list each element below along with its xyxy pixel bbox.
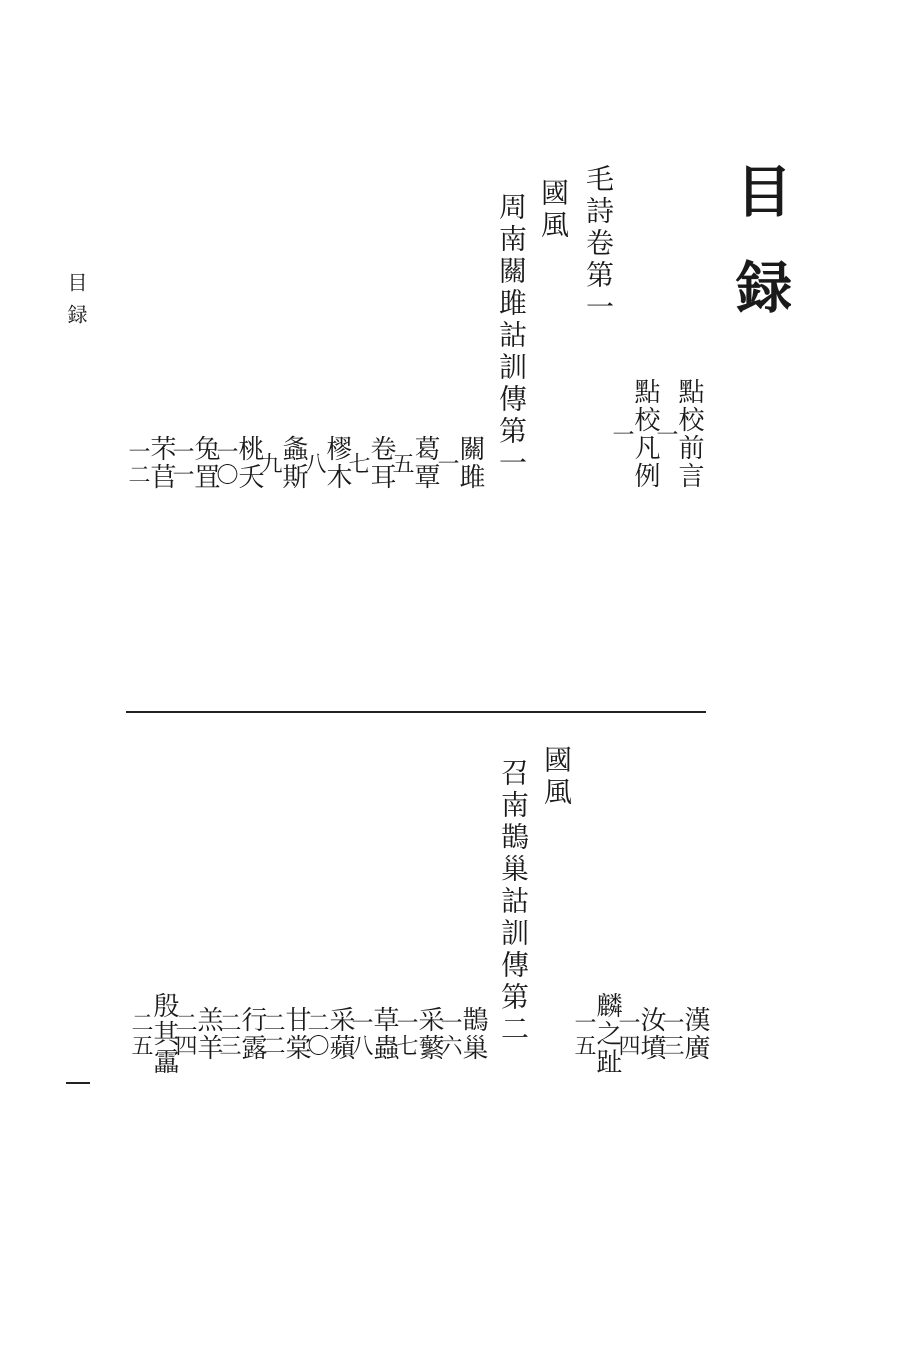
entry-title: 關雎 bbox=[455, 435, 485, 491]
entry-title: 卷耳 bbox=[366, 435, 396, 491]
entry-page: 二〇 bbox=[304, 1011, 329, 1057]
entry-page: 一〇 bbox=[213, 440, 238, 486]
entry-page: 二四 bbox=[172, 1011, 197, 1057]
entry-page: 一四 bbox=[615, 1011, 640, 1057]
toc-entry[interactable] bbox=[304, 790, 355, 1278]
toc-entry[interactable] bbox=[571, 790, 622, 1278]
entry-title: 桃夭 bbox=[234, 435, 264, 491]
entry-page: 一 bbox=[653, 422, 678, 446]
folio-number bbox=[66, 1082, 67, 1083]
toc-entry[interactable] bbox=[172, 790, 223, 1278]
page-title bbox=[727, 162, 793, 354]
entry-title: 麟之趾 bbox=[592, 992, 622, 1076]
entry-page: 五 bbox=[389, 451, 414, 475]
entry-title: 汝墳 bbox=[636, 1006, 666, 1062]
toc-entry[interactable] bbox=[125, 222, 176, 704]
toc-entry[interactable] bbox=[393, 790, 444, 1278]
entry-page: 一三 bbox=[659, 1011, 684, 1057]
toc-entry[interactable] bbox=[348, 790, 399, 1278]
entry-page: 一五 bbox=[571, 1011, 596, 1057]
toc-entry[interactable] bbox=[345, 222, 396, 704]
entry-title: 采蘋 bbox=[325, 1006, 355, 1062]
entry-page: 一 bbox=[434, 451, 459, 475]
toc-entry[interactable] bbox=[257, 222, 308, 704]
subsection-heading: 周南關雎詁訓傳第一 bbox=[495, 192, 528, 480]
entry-page: 二二 bbox=[260, 1011, 285, 1057]
toc-entry[interactable] bbox=[213, 222, 264, 704]
toc-entry[interactable] bbox=[615, 790, 666, 1278]
toc-entry[interactable] bbox=[260, 790, 311, 1278]
entry-title: 芣苢 bbox=[146, 435, 176, 491]
entry-title: 羔羊 bbox=[193, 1006, 223, 1062]
entry-page: 一七 bbox=[393, 1011, 418, 1057]
entry-page: 一一 bbox=[169, 440, 194, 486]
toc-entry[interactable] bbox=[659, 790, 710, 1278]
section-heading: 國風 bbox=[540, 745, 573, 809]
entry-page: 二三 bbox=[216, 1011, 241, 1057]
entry-title: 葛覃 bbox=[410, 435, 440, 491]
entry-title: 螽斯 bbox=[278, 435, 308, 491]
entry-title: 漢廣 bbox=[680, 1006, 710, 1062]
entry-title: 殷其靁 bbox=[149, 992, 179, 1076]
entry-page: 一二 bbox=[125, 440, 150, 486]
toc-entry[interactable] bbox=[128, 790, 179, 1278]
subsection-heading: 召南鵲巢詁訓傳第二 bbox=[497, 758, 530, 1046]
entry-title: 兔罝 bbox=[190, 435, 220, 491]
entry-title: 草蟲 bbox=[369, 1006, 399, 1062]
toc-entry[interactable] bbox=[389, 222, 440, 704]
entry-title: 點校前言 bbox=[674, 378, 704, 490]
toc-entry[interactable] bbox=[653, 164, 704, 704]
entry-title: 點校凡例 bbox=[630, 378, 660, 490]
entry-title: 采蘩 bbox=[414, 1006, 444, 1062]
toc-entry[interactable] bbox=[216, 790, 267, 1278]
toc-entry[interactable] bbox=[437, 790, 488, 1278]
section-divider bbox=[126, 711, 706, 713]
entry-page: 八 bbox=[301, 451, 326, 475]
toc-entry[interactable] bbox=[609, 164, 660, 704]
entry-title: 鵲巢 bbox=[458, 1006, 488, 1062]
entry-title: 甘棠 bbox=[281, 1006, 311, 1062]
page-title-char: 録 bbox=[727, 258, 793, 354]
entry-page: 九 bbox=[257, 451, 282, 475]
toc-entry[interactable] bbox=[434, 222, 485, 704]
entry-page: 一 bbox=[609, 422, 634, 446]
page-title-char: 目 bbox=[727, 162, 793, 258]
folio bbox=[66, 1082, 90, 1084]
entry-page: 二五 bbox=[128, 1011, 153, 1057]
toc-entry[interactable] bbox=[169, 222, 220, 704]
entry-page: 一六 bbox=[437, 1011, 462, 1057]
toc-entry[interactable] bbox=[301, 222, 352, 704]
entry-page: 一八 bbox=[348, 1011, 373, 1057]
entry-page: 七 bbox=[345, 451, 370, 475]
volume-heading: 毛詩卷第一 bbox=[582, 164, 615, 324]
running-head: 目録 bbox=[64, 272, 88, 336]
entry-title: 行露 bbox=[237, 1006, 267, 1062]
section-heading: 國風 bbox=[537, 178, 570, 242]
entry-title: 樛木 bbox=[322, 435, 352, 491]
